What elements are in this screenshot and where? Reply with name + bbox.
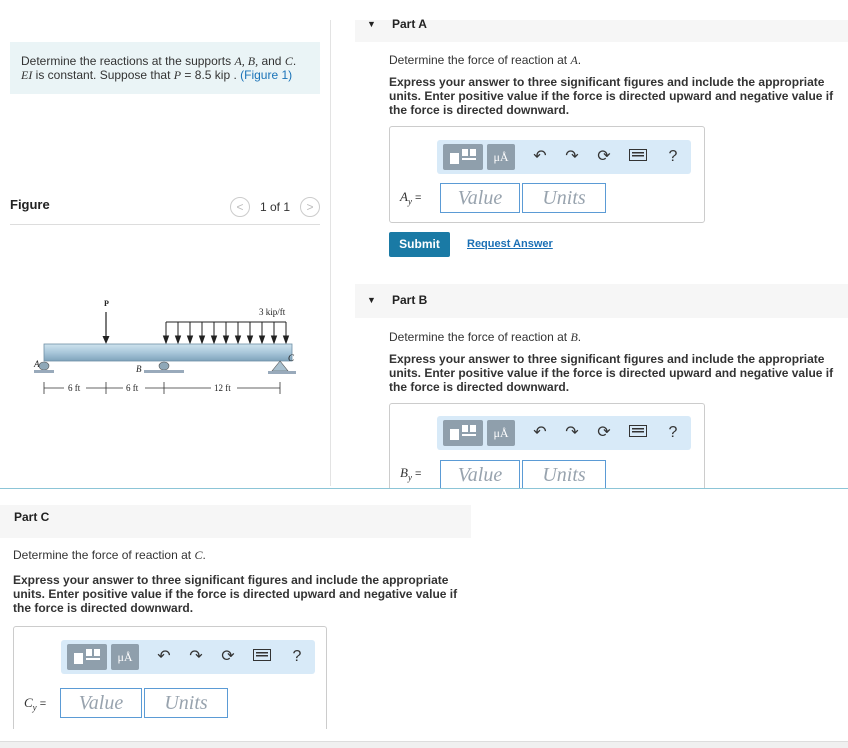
- figure-count: 1 of 1: [260, 200, 291, 214]
- problem-and: and: [258, 54, 285, 68]
- figure-pager: [230, 197, 322, 217]
- figure-divider: [10, 224, 320, 225]
- part-c-header[interactable]: [0, 505, 471, 538]
- templates-icon: [72, 647, 102, 667]
- problem-statement: [10, 42, 320, 94]
- part-c-question: Determine the force of reaction at C.: [13, 548, 206, 562]
- caret-down-icon: ▼: [367, 295, 376, 305]
- part-a-instructions: Express your answer to three significant figures and include the appropriate units. Enter positive value if the force is directed upward and negative value if the force is directed downward.: [389, 75, 834, 117]
- part-c-toolbar: [61, 640, 315, 674]
- keyboard-icon[interactable]: [251, 646, 273, 668]
- support-c-ground: [268, 371, 296, 374]
- problem-period: .: [292, 54, 297, 68]
- part-b-value-input[interactable]: Value: [440, 460, 520, 489]
- part-b-instructions: Express your answer to three significant figures and include the appropriate units. Enter positive value if the force is directed upward and negative value if the force is directed downward.: [389, 352, 834, 394]
- reset-icon[interactable]: ⟳: [221, 648, 235, 665]
- undo-icon[interactable]: ↶: [533, 424, 547, 441]
- beam: [44, 344, 292, 361]
- templates-button[interactable]: [67, 644, 107, 670]
- part-b-header[interactable]: [355, 284, 848, 318]
- figure-heading: Figure: [10, 197, 50, 212]
- problem-p-var: P: [173, 68, 182, 82]
- request-answer-link[interactable]: Request Answer: [467, 238, 553, 250]
- templates-icon: [448, 423, 478, 443]
- dist-load-arrows: [164, 322, 289, 343]
- prev-figure-button[interactable]: <: [230, 197, 250, 217]
- part-b-label: $B_y$ =: [400, 465, 422, 483]
- point-a-label: A: [34, 359, 40, 369]
- part-b-title: Part B: [392, 293, 428, 307]
- part-b-answer-box: [389, 403, 705, 488]
- help-icon[interactable]: ?: [292, 648, 302, 665]
- figure-link[interactable]: (Figure 1): [240, 68, 293, 82]
- part-a-question: Determine the force of reaction at A.: [389, 53, 582, 67]
- support-c-pin: [272, 361, 288, 371]
- bottom-scroll-bar: [0, 741, 848, 748]
- keyboard-icon[interactable]: [627, 146, 649, 168]
- support-a-roller: [39, 362, 49, 370]
- problem-vars: A, B,: [234, 54, 259, 68]
- problem-p-period: .: [230, 68, 241, 82]
- help-icon[interactable]: ?: [668, 424, 678, 441]
- keyboard-icon[interactable]: [627, 422, 649, 444]
- point-load-arrowhead: [103, 336, 110, 344]
- reset-icon[interactable]: ⟳: [597, 148, 611, 165]
- templates-icon: [448, 147, 478, 167]
- caret-down-icon: ▼: [367, 19, 376, 29]
- problem-var-c: C: [284, 54, 293, 68]
- problem-line2: is constant. Suppose that: [32, 68, 174, 82]
- column-divider: [330, 20, 331, 486]
- part-a-toolbar: [437, 140, 691, 174]
- redo-icon[interactable]: ↷: [565, 148, 579, 165]
- next-figure-button[interactable]: >: [300, 197, 320, 217]
- part-c-units-input[interactable]: Units: [144, 688, 228, 718]
- part-b-units-input[interactable]: Units: [522, 460, 606, 489]
- problem-p-value: = 8.5 kip: [181, 68, 231, 82]
- part-a-label: $A_y$ =: [400, 189, 422, 207]
- part-c-instructions: Express your answer to three significant figures and include the appropriate units. Enter positive value if the force is directed upward and negative value if the force is directed downward.: [13, 573, 458, 615]
- reset-icon[interactable]: ⟳: [597, 424, 611, 441]
- dim-label-3: 12 ft: [214, 383, 231, 393]
- dim-label-2: 6 ft: [126, 383, 139, 393]
- templates-button[interactable]: [443, 144, 483, 170]
- support-a-ground: [34, 370, 54, 373]
- units-button[interactable]: μÅ: [487, 420, 515, 446]
- part-a-title: Part A: [392, 17, 427, 31]
- part-c-value-input[interactable]: Value: [60, 688, 142, 718]
- units-button[interactable]: μÅ: [111, 644, 139, 670]
- beam-figure: [28, 296, 308, 401]
- part-a-header[interactable]: [355, 17, 848, 42]
- problem-text: Determine the reactions at the supports: [21, 54, 235, 68]
- point-b-label: B: [136, 364, 142, 374]
- support-b-roller: [159, 362, 169, 370]
- dim-label-1: 6 ft: [68, 383, 81, 393]
- templates-button[interactable]: [443, 420, 483, 446]
- part-c-answer-box: [13, 626, 327, 729]
- redo-icon[interactable]: ↷: [565, 424, 579, 441]
- help-icon[interactable]: ?: [668, 148, 678, 165]
- part-a-answer-box: [389, 126, 705, 223]
- undo-icon[interactable]: ↶: [157, 648, 171, 665]
- redo-icon[interactable]: ↷: [189, 648, 203, 665]
- section-divider: [0, 488, 848, 489]
- problem-ei: EI: [21, 68, 33, 82]
- load-p-label: P: [104, 299, 109, 308]
- point-c-label: C: [288, 353, 295, 363]
- part-a-value-input[interactable]: Value: [440, 183, 520, 213]
- support-b-ground: [144, 370, 184, 373]
- dist-load-label: 3 kip/ft: [259, 307, 286, 317]
- undo-icon[interactable]: ↶: [533, 148, 547, 165]
- part-b-toolbar: [437, 416, 691, 450]
- units-button[interactable]: μÅ: [487, 144, 515, 170]
- part-c-title: Part C: [14, 510, 50, 524]
- part-b-question: Determine the force of reaction at B.: [389, 330, 582, 344]
- submit-button[interactable]: Submit: [389, 232, 450, 257]
- part-a-units-input[interactable]: Units: [522, 183, 606, 213]
- part-c-label: $C_y$ =: [24, 695, 47, 713]
